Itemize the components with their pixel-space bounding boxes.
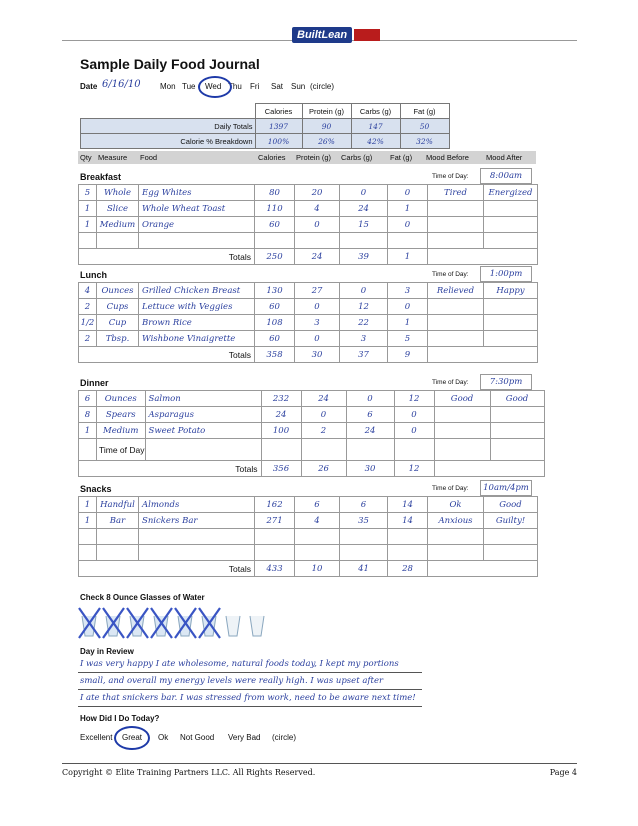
totals-header-carbs: Carbs (g) xyxy=(351,104,400,119)
day-mon[interactable]: Mon xyxy=(160,82,176,91)
lunch-row3-mood-before xyxy=(428,315,484,331)
date-label: Date xyxy=(80,82,98,91)
day-circle-note: (circle) xyxy=(310,82,334,91)
breakfast-row3-food: Orange xyxy=(139,217,255,233)
lunch-row3-carbs: 22 xyxy=(340,315,388,331)
blank-cell xyxy=(428,545,484,561)
snacks-row1-mood-before: Ok xyxy=(428,497,484,513)
table-row xyxy=(79,407,545,423)
water-glass-icon[interactable] xyxy=(250,616,264,636)
water-glass-icon[interactable] xyxy=(154,616,168,636)
snacks-row2-mood-after: Guilty! xyxy=(484,513,538,529)
brand-logo xyxy=(292,24,380,46)
lunch-row1-food: Grilled Chicken Breast xyxy=(139,283,255,299)
lunch-row1-carbs: 0 xyxy=(340,283,388,299)
lunch-row2-measure: Cups xyxy=(97,299,139,315)
table-row xyxy=(79,217,538,233)
table-row xyxy=(79,201,538,217)
snacks-row1-protein: 6 xyxy=(295,497,340,513)
breakfast-time-label: Time of Day: xyxy=(432,173,469,180)
breakfast-row2-protein: 4 xyxy=(295,201,340,217)
dinner-row1-qty: 6 xyxy=(79,391,97,407)
breakfast-row2-qty: 1 xyxy=(79,201,97,217)
breakfast-row2-measure: Slice xyxy=(97,201,139,217)
review-rule-2 xyxy=(78,689,422,690)
blank-cell xyxy=(295,529,340,545)
snacks-row2-fat: 14 xyxy=(388,513,428,529)
snacks-total-p: 10 xyxy=(295,561,340,577)
blank-cell xyxy=(484,233,538,249)
empty-cell xyxy=(428,561,538,577)
breakfast-row3-qty: 1 xyxy=(79,217,97,233)
dinner-row3-qty: 1 xyxy=(79,423,97,439)
snacks-row2-qty: 1 xyxy=(79,513,97,529)
breakfast-total-p: 24 xyxy=(295,249,340,265)
snacks-total-f: 28 xyxy=(388,561,428,577)
blank-cell xyxy=(79,529,97,545)
day-wed[interactable]: Wed xyxy=(205,82,222,91)
daily-totals-table xyxy=(80,103,450,149)
blank-cell xyxy=(388,233,428,249)
lunch-row4-calories: 60 xyxy=(255,331,295,347)
breakfast-title: Breakfast xyxy=(80,172,122,182)
lunch-totals-row xyxy=(79,347,538,363)
lunch-row4-carbs: 3 xyxy=(340,331,388,347)
dinner-row2-carbs: 6 xyxy=(346,407,394,423)
snacks-row1-fat: 14 xyxy=(388,497,428,513)
breakfast-row3-protein: 0 xyxy=(295,217,340,233)
dinner-row1-food: Salmon xyxy=(145,391,261,407)
breakfast-row2-calories: 110 xyxy=(255,201,295,217)
review-label: Day in Review xyxy=(80,647,134,656)
snacks-row1-measure: Handful xyxy=(97,497,139,513)
blank-cell xyxy=(139,529,255,545)
snacks-row2-measure: Bar xyxy=(97,513,139,529)
dinner-row1-measure: Ounces xyxy=(97,391,146,407)
dinner-row3-fat: 0 xyxy=(394,423,434,439)
blank-cell xyxy=(484,545,538,561)
dinner-row2-calories: 24 xyxy=(261,407,301,423)
snacks-totals-row xyxy=(79,561,538,577)
daily-total-carbs: 147 xyxy=(351,119,400,134)
dinner-row3-calories: 100 xyxy=(261,423,301,439)
dinner-totals-row xyxy=(79,461,545,477)
lunch-total-cal: 358 xyxy=(255,347,295,363)
dinner-row1-protein: 24 xyxy=(301,391,346,407)
dinner-totals-label: Totals xyxy=(79,461,262,477)
col-food: Food xyxy=(140,153,158,162)
table-row xyxy=(79,423,545,439)
lunch-row3-mood-after xyxy=(484,315,538,331)
snacks-row1-carbs: 6 xyxy=(340,497,388,513)
how-option-great[interactable]: Great xyxy=(122,733,143,742)
dinner-row3-protein: 2 xyxy=(301,423,346,439)
breakfast-total-c: 39 xyxy=(340,249,388,265)
snacks-row1-food: Almonds xyxy=(139,497,255,513)
table-row xyxy=(79,185,538,201)
column-header-bar xyxy=(78,151,536,164)
blank-cell xyxy=(394,439,434,461)
blank-cell xyxy=(428,529,484,545)
lunch-time-label: Time of Day: xyxy=(432,271,469,278)
dinner-total-c: 30 xyxy=(346,461,394,477)
dinner-title: Dinner xyxy=(80,378,109,388)
snacks-table xyxy=(78,496,538,577)
empty-cell xyxy=(428,249,538,265)
lunch-row3-food: Brown Rice xyxy=(139,315,255,331)
dinner-time-label: Time of Day: xyxy=(432,379,469,386)
col-mood-after: Mood After xyxy=(486,153,523,162)
dinner-total-f: 12 xyxy=(394,461,434,477)
dinner-row3-food: Sweet Potato xyxy=(145,423,261,439)
dinner-row1-carbs: 0 xyxy=(346,391,394,407)
water-glass-icon[interactable] xyxy=(106,616,120,636)
dinner-time-value: 7:30pm xyxy=(480,374,532,390)
blank-cell xyxy=(340,545,388,561)
col-measure: Measure xyxy=(98,153,128,162)
water-glasses-svg xyxy=(78,606,298,640)
day-fri[interactable]: Fri xyxy=(250,82,260,91)
dinner-row2-fat: 0 xyxy=(394,407,434,423)
lunch-row1-mood-after: Happy xyxy=(484,283,538,299)
lunch-row3-measure: Cup xyxy=(97,315,139,331)
lunch-row2-food: Lettuce with Veggies xyxy=(139,299,255,315)
water-glass-icon[interactable] xyxy=(202,616,216,636)
dinner-row2-mood-after xyxy=(490,407,544,423)
breakfast-row1-protein: 20 xyxy=(295,185,340,201)
table-row xyxy=(79,283,538,299)
empty-cell xyxy=(434,461,544,477)
snacks-row2-carbs: 35 xyxy=(340,513,388,529)
brand-logo-text: BuiltLean xyxy=(292,27,352,43)
blank-cell xyxy=(79,233,97,249)
how-circle-note: (circle) xyxy=(272,733,296,742)
breakfast-row3-fat: 0 xyxy=(388,217,428,233)
breakfast-total-f: 1 xyxy=(388,249,428,265)
blank-cell xyxy=(145,439,261,461)
blank-cell xyxy=(139,545,255,561)
blank-cell xyxy=(255,233,295,249)
blank-cell xyxy=(490,439,544,461)
snacks-time-label: Time of Day: xyxy=(432,485,469,492)
dinner-row1-calories: 232 xyxy=(261,391,301,407)
water-glasses xyxy=(78,606,298,640)
breakfast-row2-mood-before xyxy=(428,201,484,217)
blank-cell xyxy=(295,545,340,561)
lunch-row2-carbs: 12 xyxy=(340,299,388,315)
lunch-totals-label: Totals xyxy=(79,347,255,363)
daily-total-fat: 50 xyxy=(400,119,449,134)
date-value: 6/16/10 xyxy=(102,79,141,90)
snacks-total-cal: 433 xyxy=(255,561,295,577)
col-qty: Qty xyxy=(80,153,92,162)
snacks-row1-mood-after: Good xyxy=(484,497,538,513)
blank-cell xyxy=(301,439,346,461)
dinner-table xyxy=(78,390,545,477)
snacks-totals-label: Totals xyxy=(79,561,255,577)
footer-copyright: Copyright © Elite Training Partners LLC. All Rights Reserved. xyxy=(62,768,316,777)
breakfast-row3-mood-after xyxy=(484,217,538,233)
blank-row xyxy=(79,529,538,545)
breakfast-row2-food: Whole Wheat Toast xyxy=(139,201,255,217)
how-option-very-bad[interactable]: Very Bad xyxy=(228,733,261,742)
lunch-total-c: 37 xyxy=(340,347,388,363)
lunch-row2-protein: 0 xyxy=(295,299,340,315)
lunch-row3-qty: 1/2 xyxy=(79,315,97,331)
dinner-extra-time-label: Time of Day xyxy=(97,439,146,461)
water-glass-icon[interactable] xyxy=(82,616,96,636)
blank-cell xyxy=(434,439,490,461)
snacks-time-value: 10am/4pm xyxy=(480,480,532,496)
blank-cell xyxy=(340,529,388,545)
empty-cell xyxy=(428,347,538,363)
breakfast-row1-qty: 5 xyxy=(79,185,97,201)
breakfast-row3-measure: Medium xyxy=(97,217,139,233)
how-option-ok[interactable]: Ok xyxy=(158,733,169,742)
lunch-row4-fat: 5 xyxy=(388,331,428,347)
water-glass-icon[interactable] xyxy=(178,616,192,636)
snacks-total-c: 41 xyxy=(340,561,388,577)
lunch-row1-calories: 130 xyxy=(255,283,295,299)
breakfast-row1-measure: Whole xyxy=(97,185,139,201)
lunch-row1-qty: 4 xyxy=(79,283,97,299)
brand-logo-bar xyxy=(354,29,380,41)
dinner-row1-fat: 12 xyxy=(394,391,434,407)
table-row xyxy=(79,391,545,407)
footer-page: Page 4 xyxy=(549,768,577,777)
dinner-total-p: 26 xyxy=(301,461,346,477)
review-rule-3 xyxy=(78,706,422,707)
dinner-row2-food: Asparagus xyxy=(145,407,261,423)
totals-header-protein: Protein (g) xyxy=(302,104,351,119)
lunch-row4-protein: 0 xyxy=(295,331,340,347)
blank-row xyxy=(79,439,545,461)
footer-rule xyxy=(62,763,577,764)
breakfast-total-cal: 250 xyxy=(255,249,295,265)
pct-protein: 26% xyxy=(302,134,351,149)
blank-cell xyxy=(79,545,97,561)
day-circle xyxy=(198,76,232,98)
page-title: Sample Daily Food Journal xyxy=(80,56,260,72)
dinner-row1-mood-before: Good xyxy=(434,391,490,407)
day-tue[interactable]: Tue xyxy=(182,82,196,91)
breakfast-row3-mood-before xyxy=(428,217,484,233)
lunch-row3-protein: 3 xyxy=(295,315,340,331)
snacks-title: Snacks xyxy=(80,484,112,494)
totals-header-calories: Calories xyxy=(255,104,302,119)
daily-total-calories: 1397 xyxy=(255,119,302,134)
blank-cell xyxy=(97,529,139,545)
blank-cell xyxy=(484,529,538,545)
dinner-total-cal: 356 xyxy=(261,461,301,477)
day-thu[interactable]: Thu xyxy=(228,82,242,91)
breakfast-time-value: 8:00am xyxy=(480,168,532,184)
blank-cell xyxy=(255,529,295,545)
lunch-title: Lunch xyxy=(80,270,107,280)
day-sun[interactable]: Sun xyxy=(291,82,306,91)
calorie-breakdown-label: Calorie % Breakdown xyxy=(81,134,256,149)
breakfast-row2-fat: 1 xyxy=(388,201,428,217)
lunch-row2-mood-before xyxy=(428,299,484,315)
breakfast-row1-mood-before: Tired xyxy=(428,185,484,201)
lunch-table xyxy=(78,282,538,363)
blank-cell xyxy=(139,233,255,249)
lunch-total-p: 30 xyxy=(295,347,340,363)
review-line-1: I was very happy I ate wholesome, natural foods today, I kept my portions xyxy=(80,659,399,669)
snacks-row2-mood-before: Anxious xyxy=(428,513,484,529)
how-circle xyxy=(114,726,150,750)
blank-cell xyxy=(388,545,428,561)
daily-totals-label: Daily Totals xyxy=(81,119,256,134)
breakfast-row3-carbs: 15 xyxy=(340,217,388,233)
breakfast-totals-row xyxy=(79,249,538,265)
lunch-row4-qty: 2 xyxy=(79,331,97,347)
review-line-3: I ate that snickers bar. I was stressed from work, need to be aware next time! xyxy=(80,693,416,703)
col-mood-before: Mood Before xyxy=(426,153,469,162)
breakfast-row3-calories: 60 xyxy=(255,217,295,233)
blank-cell xyxy=(261,439,301,461)
blank-row xyxy=(79,233,538,249)
breakfast-row2-carbs: 24 xyxy=(340,201,388,217)
pct-calories: 100% xyxy=(255,134,302,149)
dinner-row2-protein: 0 xyxy=(301,407,346,423)
table-row xyxy=(79,315,538,331)
snacks-row2-food: Snickers Bar xyxy=(139,513,255,529)
dinner-row2-mood-before xyxy=(434,407,490,423)
table-row xyxy=(79,513,538,529)
day-sat[interactable]: Sat xyxy=(271,82,284,91)
blank-cell xyxy=(79,439,97,461)
dinner-row3-mood-before xyxy=(434,423,490,439)
review-rule-1 xyxy=(78,672,422,673)
col-protein: Protein (g) xyxy=(296,153,332,162)
lunch-row1-measure: Ounces xyxy=(97,283,139,299)
breakfast-totals-label: Totals xyxy=(79,249,255,265)
breakfast-row1-mood-after: Energized xyxy=(484,185,538,201)
blank-row xyxy=(79,545,538,561)
lunch-row4-measure: Tbsp. xyxy=(97,331,139,347)
breakfast-row1-food: Egg Whites xyxy=(139,185,255,201)
blank-cell xyxy=(388,529,428,545)
breakfast-row1-calories: 80 xyxy=(255,185,295,201)
lunch-total-f: 9 xyxy=(388,347,428,363)
how-option-not-good[interactable]: Not Good xyxy=(180,733,215,742)
lunch-row2-fat: 0 xyxy=(388,299,428,315)
totals-header-fat: Fat (g) xyxy=(400,104,449,119)
snacks-row2-protein: 4 xyxy=(295,513,340,529)
dinner-row2-qty: 8 xyxy=(79,407,97,423)
col-carbs: Carbs (g) xyxy=(341,153,373,162)
lunch-row3-fat: 1 xyxy=(388,315,428,331)
dinner-row3-mood-after xyxy=(490,423,544,439)
table-row xyxy=(79,331,538,347)
blank-cell xyxy=(255,545,295,561)
blank-cell xyxy=(428,233,484,249)
lunch-row1-fat: 3 xyxy=(388,283,428,299)
lunch-row2-qty: 2 xyxy=(79,299,97,315)
dinner-row1-mood-after: Good xyxy=(490,391,544,407)
lunch-time-value: 1:00pm xyxy=(480,266,532,282)
snacks-row1-calories: 162 xyxy=(255,497,295,513)
col-calories: Calories xyxy=(258,153,286,162)
lunch-row1-mood-before: Relieved xyxy=(428,283,484,299)
blank-cell xyxy=(97,233,139,249)
daily-total-protein: 90 xyxy=(302,119,351,134)
blank-cell xyxy=(295,233,340,249)
dinner-row2-measure: Spears xyxy=(97,407,146,423)
lunch-row1-protein: 27 xyxy=(295,283,340,299)
water-glass-icon[interactable] xyxy=(130,616,144,636)
lunch-row2-mood-after xyxy=(484,299,538,315)
water-label: Check 8 Ounce Glasses of Water xyxy=(80,593,205,602)
dinner-row3-measure: Medium xyxy=(97,423,146,439)
lunch-row4-mood-after xyxy=(484,331,538,347)
snacks-row2-calories: 271 xyxy=(255,513,295,529)
pct-carbs: 42% xyxy=(351,134,400,149)
breakfast-row1-fat: 0 xyxy=(388,185,428,201)
breakfast-row1-carbs: 0 xyxy=(340,185,388,201)
lunch-row3-calories: 108 xyxy=(255,315,295,331)
blank-cell xyxy=(97,545,139,561)
blank-cell xyxy=(346,439,394,461)
lunch-row4-food: Wishbone Vinaigrette xyxy=(139,331,255,347)
pct-fat: 32% xyxy=(400,134,449,149)
lunch-row2-calories: 60 xyxy=(255,299,295,315)
breakfast-row2-mood-after xyxy=(484,201,538,217)
breakfast-table xyxy=(78,184,538,265)
table-row xyxy=(79,299,538,315)
table-row xyxy=(79,497,538,513)
col-fat: Fat (g) xyxy=(390,153,413,162)
lunch-row4-mood-before xyxy=(428,331,484,347)
water-glass-icon[interactable] xyxy=(226,616,240,636)
dinner-row3-carbs: 24 xyxy=(346,423,394,439)
snacks-row1-qty: 1 xyxy=(79,497,97,513)
blank-cell xyxy=(340,233,388,249)
review-line-2: small, and overall my energy levels were really high. I was upset after xyxy=(80,676,384,686)
how-label: How Did I Do Today? xyxy=(80,714,160,723)
how-option-excellent[interactable]: Excellent xyxy=(80,733,113,742)
